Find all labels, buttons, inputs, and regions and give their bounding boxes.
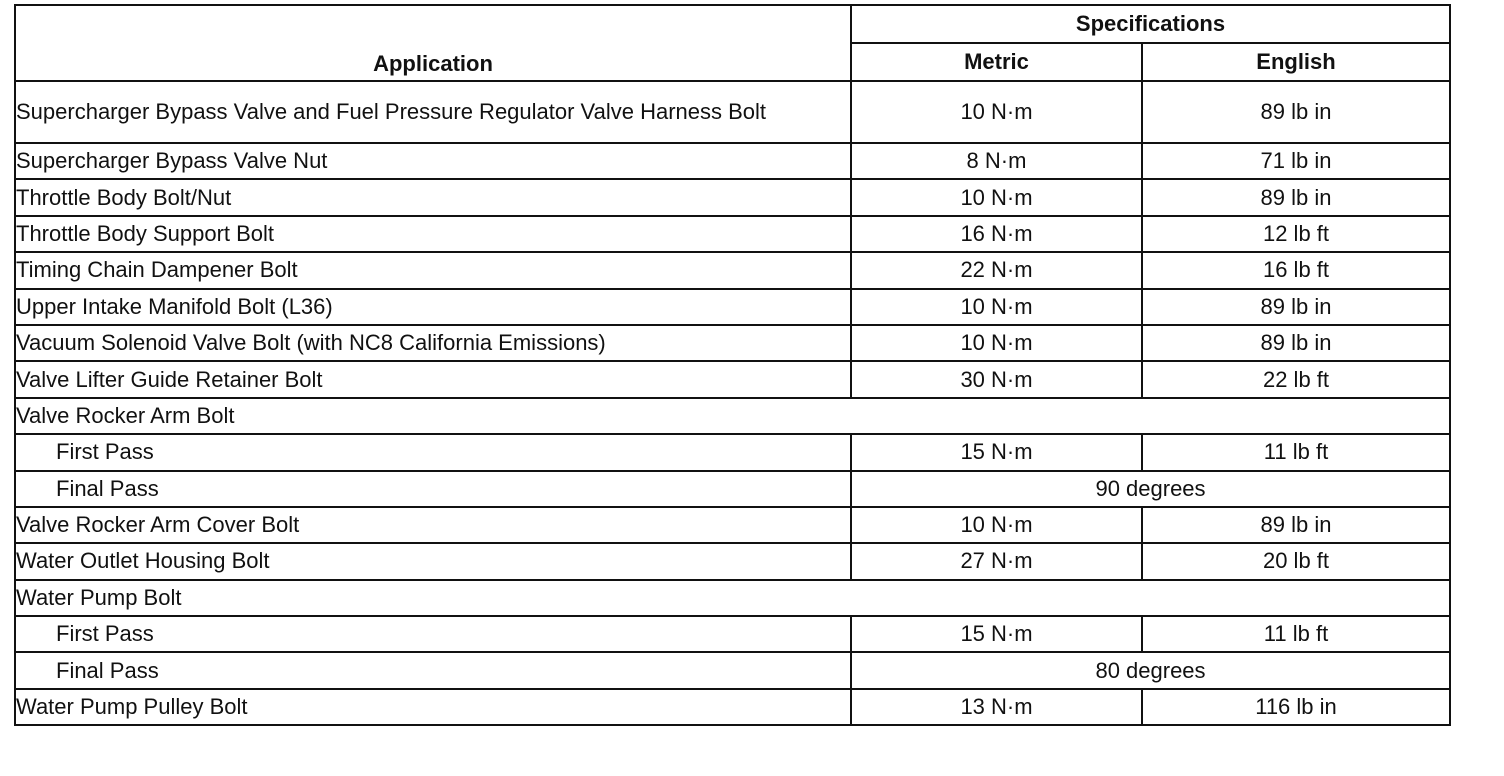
english-cell: 89 lb in — [1142, 325, 1450, 361]
table-row — [15, 252, 1450, 288]
application-cell: First Pass — [15, 616, 851, 652]
metric-cell: 10 N·m — [851, 507, 1142, 543]
application-cell: Water Outlet Housing Bolt — [15, 543, 851, 579]
table-row — [15, 179, 1450, 215]
english-cell: 12 lb ft — [1142, 216, 1450, 252]
table-row — [15, 434, 1450, 470]
table-row — [15, 398, 1450, 434]
header-application: Application — [15, 5, 851, 81]
english-cell: 89 lb in — [1142, 507, 1450, 543]
header-metric: Metric — [851, 43, 1142, 81]
english-cell: 89 lb in — [1142, 81, 1450, 143]
table-row — [15, 471, 1450, 507]
application-cell: Valve Lifter Guide Retainer Bolt — [15, 361, 851, 397]
torque-specifications-table — [14, 4, 1451, 726]
header-specifications: Specifications — [851, 5, 1450, 43]
table-row — [15, 361, 1450, 397]
metric-cell: 15 N·m — [851, 434, 1142, 470]
application-cell: Final Pass — [15, 652, 851, 688]
table-row — [15, 616, 1450, 652]
application-cell: Water Pump Pulley Bolt — [15, 689, 851, 725]
english-cell: 89 lb in — [1142, 179, 1450, 215]
metric-cell: 8 N·m — [851, 143, 1142, 179]
header-row-top — [15, 5, 1450, 43]
application-cell: Valve Rocker Arm Bolt — [15, 398, 1450, 434]
english-cell: 89 lb in — [1142, 289, 1450, 325]
table-row — [15, 325, 1450, 361]
table-row — [15, 580, 1450, 616]
english-cell: 22 lb ft — [1142, 361, 1450, 397]
metric-cell: 13 N·m — [851, 689, 1142, 725]
metric-cell: 22 N·m — [851, 252, 1142, 288]
table-row — [15, 652, 1450, 688]
application-cell: Water Pump Bolt — [15, 580, 1450, 616]
table-row — [15, 689, 1450, 725]
metric-cell: 10 N·m — [851, 179, 1142, 215]
application-cell: Throttle Body Bolt/Nut — [15, 179, 851, 215]
metric-cell: 30 N·m — [851, 361, 1142, 397]
application-cell: Upper Intake Manifold Bolt (L36) — [15, 289, 851, 325]
application-cell: Final Pass — [15, 471, 851, 507]
metric-cell: 10 N·m — [851, 81, 1142, 143]
metric-cell: 15 N·m — [851, 616, 1142, 652]
table-row — [15, 216, 1450, 252]
english-cell: 20 lb ft — [1142, 543, 1450, 579]
table-row — [15, 143, 1450, 179]
metric-cell: 16 N·m — [851, 216, 1142, 252]
header-english: English — [1142, 43, 1450, 81]
english-cell: 11 lb ft — [1142, 616, 1450, 652]
english-cell: 116 lb in — [1142, 689, 1450, 725]
table-row — [15, 289, 1450, 325]
table-row — [15, 507, 1450, 543]
application-cell: Vacuum Solenoid Valve Bolt (with NC8 California Emissions) — [15, 325, 851, 361]
application-cell: Timing Chain Dampener Bolt — [15, 252, 851, 288]
metric-cell: 10 N·m — [851, 325, 1142, 361]
english-cell: 16 lb ft — [1142, 252, 1450, 288]
table-row — [15, 81, 1450, 143]
table-body — [15, 81, 1450, 725]
english-cell: 11 lb ft — [1142, 434, 1450, 470]
application-cell: Supercharger Bypass Valve and Fuel Pressure Regulator Valve Harness Bolt — [15, 81, 851, 143]
metric-cell: 27 N·m — [851, 543, 1142, 579]
application-cell: First Pass — [15, 434, 851, 470]
application-cell: Valve Rocker Arm Cover Bolt — [15, 507, 851, 543]
application-cell: Throttle Body Support Bolt — [15, 216, 851, 252]
english-cell: 71 lb in — [1142, 143, 1450, 179]
application-cell: Supercharger Bypass Valve Nut — [15, 143, 851, 179]
angle-spec-cell: 90 degrees — [851, 471, 1450, 507]
metric-cell: 10 N·m — [851, 289, 1142, 325]
angle-spec-cell: 80 degrees — [851, 652, 1450, 688]
table-row — [15, 543, 1450, 579]
